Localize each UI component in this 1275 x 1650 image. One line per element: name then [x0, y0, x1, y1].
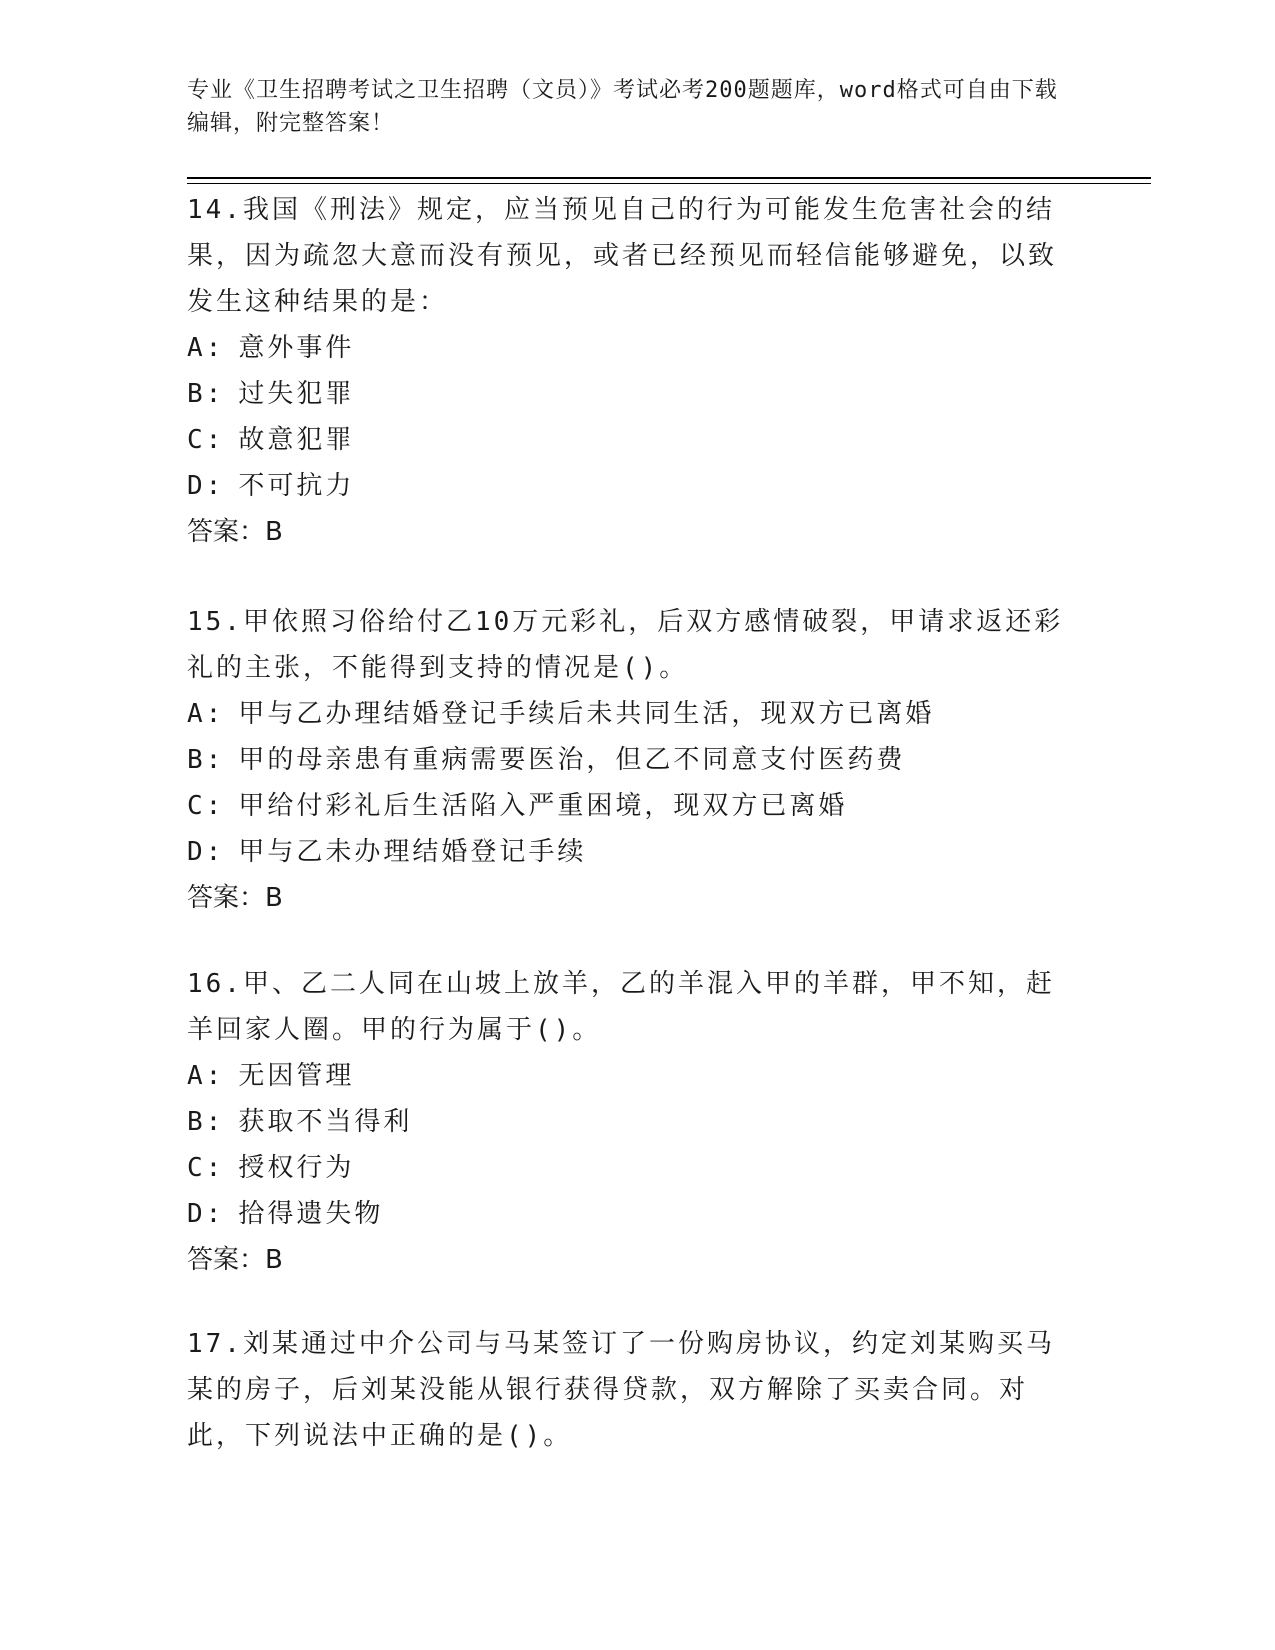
option-b — [187, 1099, 1067, 1145]
option-text: 甲给付彩礼后生活陷入严重困境，现双方已离婚 — [238, 791, 848, 821]
answer-line: 答案：B — [187, 883, 283, 913]
option-b — [187, 737, 1067, 783]
question-14 — [187, 187, 1067, 555]
question-stem: 14.我国《刑法》规定，应当预见自己的行为可能发生危害社会的结果，因为疏忽大意而没有预见，或者已经预见而轻信能够避免，以致发生这种结果的是： — [187, 195, 1058, 317]
option-a — [187, 325, 1067, 371]
option-d — [187, 463, 1067, 509]
option-text: 获取不当得利 — [238, 1107, 413, 1137]
option-letter: D: — [187, 1199, 225, 1229]
option-letter: C: — [187, 791, 225, 821]
option-text: 故意犯罪 — [238, 425, 355, 455]
option-letter: A: — [187, 699, 225, 729]
option-letter: C: — [187, 1153, 225, 1183]
answer-line: 答案：B — [187, 517, 283, 547]
header-rule-thick — [187, 177, 1151, 179]
option-text: 意外事件 — [238, 333, 355, 363]
option-letter: A: — [187, 1061, 225, 1091]
question-stem: 17.刘某通过中介公司与马某签订了一份购房协议，约定刘某购买马某的房子，后刘某没能从银行获得贷款，双方解除了买卖合同。对此，下列说法中正确的是()。 — [187, 1329, 1055, 1451]
option-d — [187, 1191, 1067, 1237]
option-letter: D: — [187, 837, 225, 867]
option-letter: C: — [187, 425, 225, 455]
option-letter: B: — [187, 1107, 225, 1137]
option-a — [187, 1053, 1067, 1099]
option-a — [187, 691, 1067, 737]
question-stem: 16.甲、乙二人同在山坡上放羊，乙的羊混入甲的羊群，甲不知，赶羊回家人圈。甲的行为属于()。 — [187, 969, 1055, 1045]
option-text: 过失犯罪 — [238, 379, 355, 409]
option-c — [187, 417, 1067, 463]
question-15 — [187, 599, 1067, 921]
option-text: 无因管理 — [238, 1061, 355, 1091]
option-letter: B: — [187, 379, 225, 409]
answer-line: 答案：B — [187, 1245, 283, 1275]
option-letter: D: — [187, 471, 225, 501]
option-letter: A: — [187, 333, 225, 363]
option-text: 甲与乙办理结婚登记手续后未共同生活，现双方已离婚 — [238, 699, 935, 729]
question-17 — [187, 1321, 1067, 1459]
option-d — [187, 829, 1067, 875]
question-16 — [187, 961, 1067, 1283]
option-text: 授权行为 — [238, 1153, 355, 1183]
option-b — [187, 371, 1067, 417]
option-text: 甲的母亲患有重病需要医治，但乙不同意支付医药费 — [238, 745, 906, 775]
question-stem: 15.甲依照习俗给付乙10万元彩礼，后双方感情破裂，甲请求返还彩礼的主张，不能得到支持的情况是()。 — [187, 607, 1064, 683]
option-c — [187, 1145, 1067, 1191]
option-text: 拾得遗失物 — [238, 1199, 384, 1229]
document-header: 专业《卫生招聘考试之卫生招聘（文员）》考试必考200题题库，word格式可自由下载编辑，附完整答案！ — [187, 78, 1058, 136]
header-rule-thin — [187, 183, 1151, 184]
option-letter: B: — [187, 745, 225, 775]
option-c — [187, 783, 1067, 829]
option-text: 不可抗力 — [238, 471, 355, 501]
option-text: 甲与乙未办理结婚登记手续 — [238, 837, 587, 867]
